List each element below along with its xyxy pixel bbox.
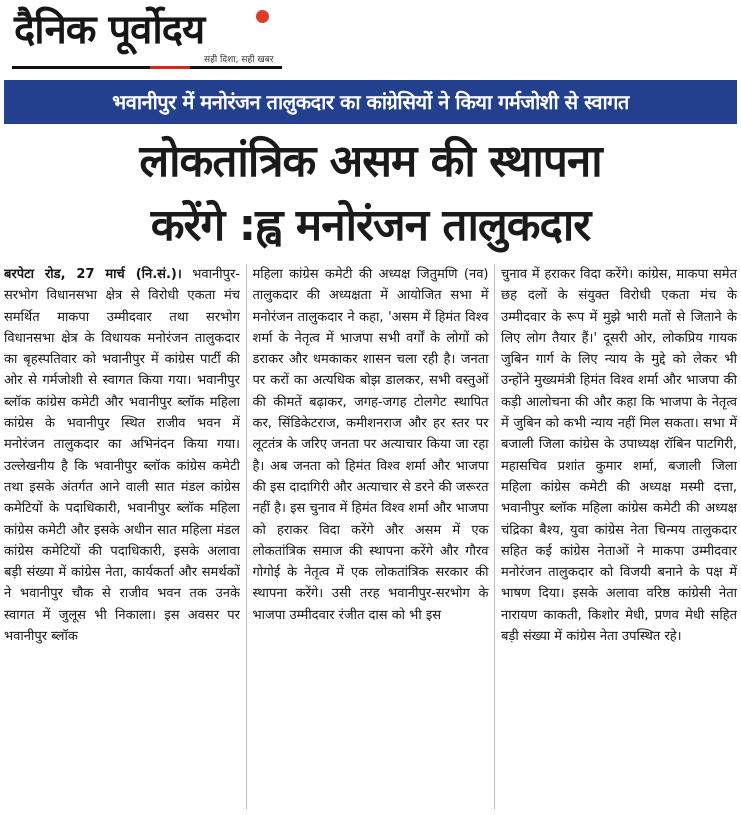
article-body: [4, 264, 737, 815]
logo-dot-icon: [256, 10, 269, 23]
dateline: बरपेटा रोड, 27 मार्च (नि.सं.)।: [4, 267, 182, 282]
newspaper-logo: दैनिक पूर्वोदय: [14, 6, 205, 53]
subheadline-banner: भवानीपुर में मनोरंजन तालुकदार का कांग्रेसियों ने किया गर्मजोशी से स्वागत: [4, 80, 737, 124]
logo-underline-accent: [150, 66, 190, 69]
article-column-3: [501, 264, 737, 812]
masthead: [0, 0, 741, 78]
tagline: सही दिशा, सही खबर: [204, 55, 274, 65]
logo-underline: [12, 66, 282, 69]
headline-line-1: लोकतांत्रिक असम की स्थापना: [139, 136, 602, 187]
column-1-text: भवानीपुर-सरभोग विधानसभा क्षेत्र से विरोधी एकता मंच समर्थित माकपा उम्मीदवार तथा सरभोग विधानसभा क्षेत्र के विधायक मनोरंजन तालुकदार का बृहस्पतिवार को भवानीपुर में कांग्रेस पार्टी की ओर से गर्मजोशी से स्वागत किया गया। भवानीपुर ब्लॉक कांग्रेस कमेटी और भवानीपुर ब्लॉक महिला कांग्रेस के भवानीपुर स्थित राजीव भवन में मनोरंजन तालुकदार का अभिनंदन किया गया। उल्लेखनीय है कि भवानीपुर ब्लॉक कांग्रेस कमेटी तथा इसके अंतर्गत आने वाली सात मंडल कांग्रेस कमेटियों के पदाधिकारी, भवानीपुर ब्लॉक महिला कांग्रेस कमेटी और इसके अधीन सात महिला मंडल कांग्रेस कमेटियों की पदाधिकारी, इसके अलावा बड़ी संख्या में कांग्रेस नेता, कार्यकर्ता और समर्थकों ने भवानीपुर चौक से राजीव भवन तक उनके स्वागत में जुलूस भी निकाला। इस अवसर पर भवानीपुर ब्लॉक: [4, 267, 240, 645]
headline-line-2: करेंगे :ह्व मनोरंजन तालुकदार: [150, 200, 591, 251]
article-column-1: [4, 264, 240, 812]
headline: [0, 130, 741, 258]
column-3-text: चुनाव में हराकर विदा करेंगे। कांग्रेस, माकपा समेत छह दलों के संयुक्त विरोधी एकता मंच के उम्मीदवार के रूप में मुझे भारी मतों से जिताने के लिए लोग तैयार हैं।' दूसरी ओर, लोकप्रिय गायक जुबिन गार्ग के लिए न्याय के मुद्दे को लेकर भी उन्होंने मुख्यमंत्री हिमंत विश्व शर्मा और भाजपा की कड़ी आलोचना की और कहा कि भाजपा के नेतृत्व में जुबिन को कभी न्याय नहीं मिल सकता। सभा में बजाली जिला कांग्रेस के उपाध्यक्ष रॉबिन पाटगिरी, महासचिव प्रशांत कुमार शर्मा, बजाली जिला महिला कांग्रेस कमेटी की अध्यक्ष मस्मी दत्ता, भवानीपुर ब्लॉक महिला कांग्रेस कमेटी की अध्यक्ष चंद्रिका बैश्य, युवा कांग्रेस नेता चिन्मय तालुकदार सहित कई कांग्रेस नेताओं ने माकपा उम्मीदवार मनोरंजन तालुकदार को विजयी बनाने के पक्ष में भाषण दिया। इसके अलावा वरिष्ठ कांग्रेसी नेता नारायण काकती, किशोर मेधी, प्रणव मेधी सहित बड़ी संख्या में कांग्रेस नेता उपस्थित रहे।: [501, 267, 737, 645]
column-2-text: महिला कांग्रेस कमेटी की अध्यक्ष जितुमणि (नव) तालुकदार की अध्यक्षता में आयोजित सभा में मनोरंजन तालुकदार ने कहा, 'असम में हिमंत विश्व शर्मा के नेतृत्व में भाजपा सभी वर्गों के लोगों को डराकर और धमकाकर शासन चला रही है। जनता पर करों का अत्यधिक बोझ डालकर, सभी वस्तुओं की कीमतें बढ़ाकर, जगह-जगह टोलगेट स्थापित कर, सिंडिकेटराज, कमीशनराज और हर स्तर पर लूटतंत्र के जरिए जनता पर अत्याचार किया जा रहा है। अब जनता को हिमंत विश्व शर्मा और भाजपा की इस दादागिरी और अत्याचार से डरने की जरूरत नहीं है। इस चुनाव में हिमंत विश्व शर्मा और भाजपा को हराकर विदा करेंगे और असम में एक लोकतांत्रिक समाज की स्थापना करेंगे और गौरव गोगोई के नेतृत्व में एक लोकतांत्रिक सरकार की स्थापना करेंगे। उसी तरह भवानीपुर-सरभोग के भाजपा उम्मीदवार रंजीत दास को भी इस: [252, 267, 489, 623]
article-column-2: [253, 264, 489, 812]
